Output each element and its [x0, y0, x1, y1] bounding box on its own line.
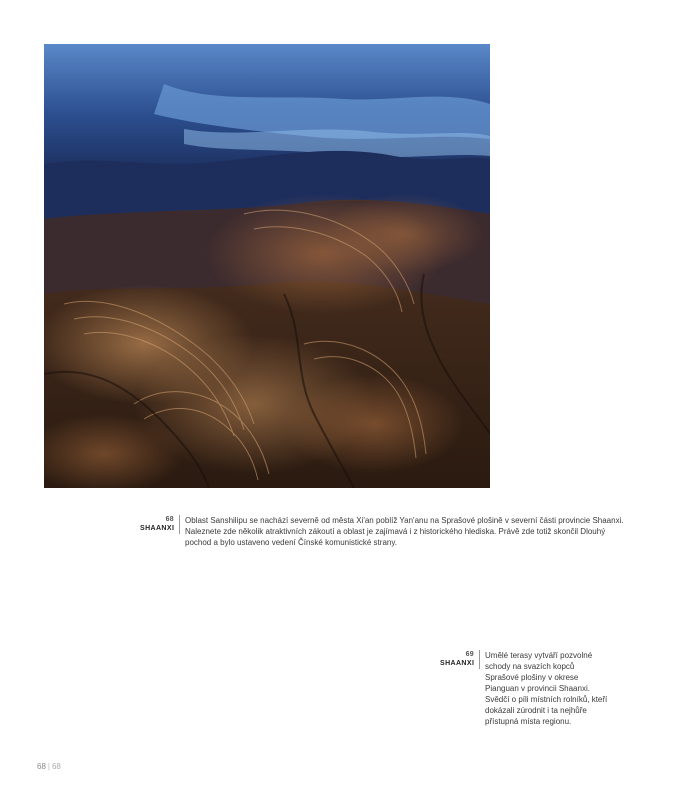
- caption-label: [140, 515, 180, 534]
- caption-69: [440, 650, 610, 727]
- page-number: [37, 762, 61, 771]
- page-number-left: 68: [37, 762, 46, 771]
- caption-region: SHAANXI: [140, 525, 175, 532]
- caption-number: 69: [465, 651, 474, 658]
- caption-text: Oblast Sanshilipu se nachází severně od města Xi'an poblíž Yan'anu na Sprašové plošině v severní části provincie Shaanxi. Naleznete zde několik atraktivních zákoutí a oblast je zajímavá i z historického hlediska. Právě zde totiž skončil Dlouhý pochod a bylo ustaveno vedení Čínské komunistické strany.: [185, 516, 624, 547]
- caption-region: SHAANXI: [440, 660, 475, 667]
- terraced-hills-image: [44, 44, 490, 488]
- aerial-landscape-photo: [44, 44, 490, 488]
- caption-text: Umělé terasy vytváří pozvolné schody na svazích kopců Sprašové plošiny v okrese Pianguan v provincii Shaanxi. Svědčí o píli místních rolníků, kteří dokázali zúrodnit i ta nejhůře přístupná místa regionu.: [485, 651, 608, 726]
- caption-number: 68: [165, 516, 174, 523]
- folio-separator: |: [47, 762, 50, 771]
- caption-68: [140, 515, 625, 548]
- page-number-right: 68: [51, 762, 61, 771]
- caption-label: [440, 650, 480, 669]
